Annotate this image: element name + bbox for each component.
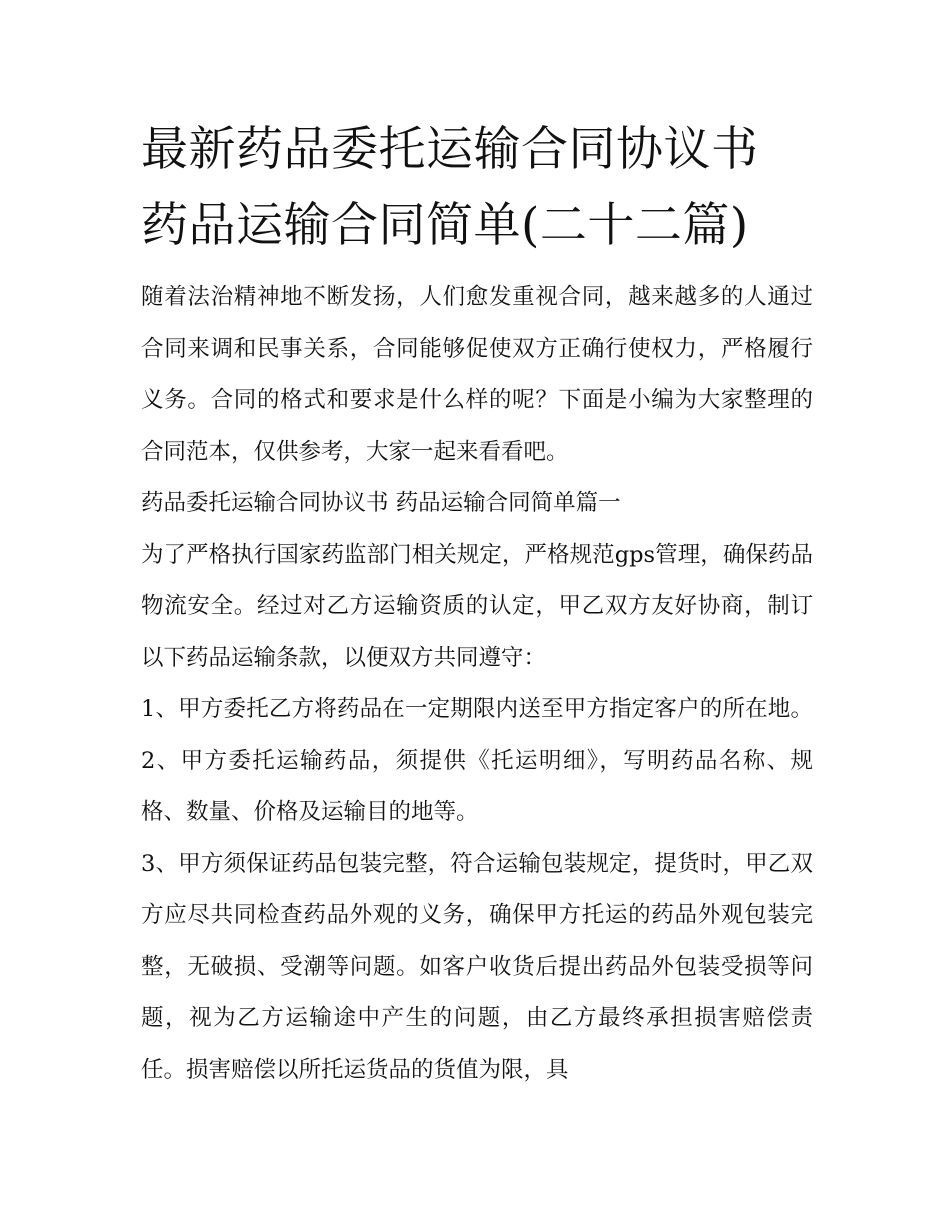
paragraph-intro: 随着法治精神地不断发扬，人们愈发重视合同，越来越多的人通过合同来调和民事关系，合同能够促使双方正确行使权力，严格履行义务。合同的格式和要求是什么样的呢？下面是小编为大家整理的合同范本，仅供参考，大家一起来看看吧。	[141, 284, 813, 465]
document-page	[141, 112, 813, 1096]
document-title	[141, 112, 813, 264]
paragraph-clause-1-2: 1、甲方委托乙方将药品在一定期限内送至甲方指定客户的所在地。 2、甲方委托运输药品，须提供《托运明细》，写明药品名称、规格、数量、价格及运输目的地等。	[141, 696, 813, 825]
paragraph-clause-3: 3、甲方须保证药品包装完整，符合运输包装规定，提货时，甲乙双方应尽共同检查药品外观的义务，确保甲方托运的药品外观包装完整，无破损、受潮等问题。如客户收货后提出药品外包装受损等问题，视为乙方运输途中产生的问题，由乙方最终承担损害赔偿责任。损害赔偿以所托运货品的货值为限，具	[141, 850, 813, 1083]
paragraph-section-heading: 药品委托运输合同协议书 药品运输合同简单篇一	[141, 490, 621, 516]
document-body	[141, 272, 813, 1096]
title-line-2: 药品运输合同简单(二十二篇)	[141, 198, 749, 253]
title-line-1: 最新药品委托运输合同协议书	[141, 122, 759, 177]
paragraph-preamble: 为了严格执行国家药监部门相关规定，严格规范gps管理，确保药品物流安全。经过对乙方运输资质的认定，甲乙双方友好协商，制订以下药品运输条款，以便双方共同遵守：	[141, 541, 813, 671]
